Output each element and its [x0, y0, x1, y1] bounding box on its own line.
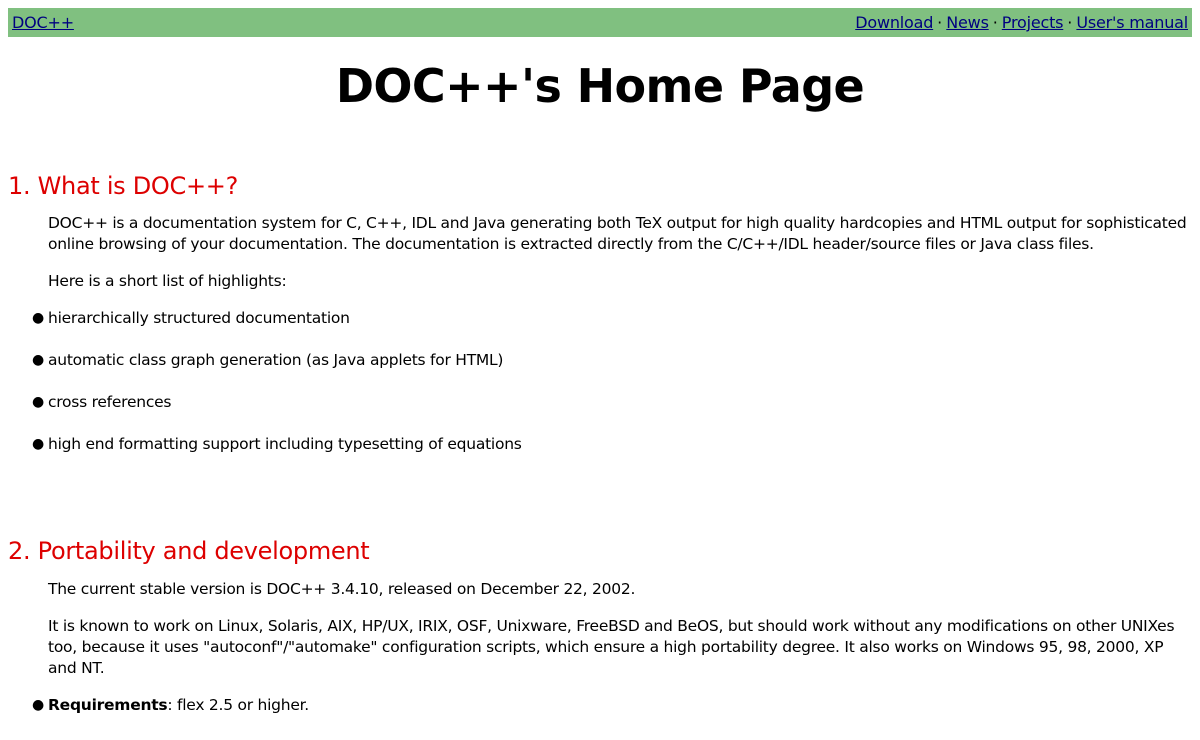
list-item: [8, 308, 1192, 329]
bullet-icon: ●: [32, 697, 44, 713]
bullet-icon: ●: [32, 352, 44, 368]
section-heading-portability: 2. Portability and development: [8, 537, 370, 565]
list-item: [8, 392, 1192, 413]
nav-separator: ·: [1067, 13, 1073, 32]
list-item: [8, 695, 1192, 716]
bullet-icon: ●: [32, 436, 44, 452]
nav-projects-link[interactable]: Projects: [1001, 13, 1064, 32]
highlights-list: [8, 308, 1192, 455]
list-item-text: cross references: [48, 393, 172, 411]
nav-links: [855, 13, 1188, 32]
requirements-label: Requirements: [48, 696, 168, 714]
intro-paragraph: DOC++ is a documentation system for C, C++, IDL and Java generating both TeX output for high quality hardcopies and HTML output for sophisticated online browsing of your documentation. The documentation is extracted directly from the C/C++/IDL header/source files or Java class files.: [48, 214, 1187, 253]
top-navbar: [8, 8, 1192, 37]
section-heading-what-is: 1. What is DOC++?: [8, 172, 239, 200]
list-item: [8, 434, 1192, 455]
list-item-text: hierarchically structured documentation: [48, 309, 350, 327]
page-title: DOC++'s Home Page: [335, 59, 865, 113]
bullet-icon: ●: [32, 394, 44, 410]
nav-separator: ·: [937, 13, 943, 32]
nav-news-link[interactable]: News: [946, 13, 989, 32]
list-item-text: automatic class graph generation (as Java applets for HTML): [48, 351, 504, 369]
requirements-list: [8, 695, 1192, 716]
nav-separator: ·: [992, 13, 998, 32]
requirements-text: : flex 2.5 or higher.: [167, 696, 309, 714]
list-item-text: high end formatting support including typesetting of equations: [48, 435, 522, 453]
list-item: [8, 350, 1192, 371]
nav-manual-link[interactable]: User's manual: [1076, 13, 1188, 32]
bullet-icon: ●: [32, 310, 44, 326]
highlights-intro: Here is a short list of highlights:: [48, 272, 287, 290]
platforms-paragraph: It is known to work on Linux, Solaris, AIX, HP/UX, IRIX, OSF, Unixware, FreeBSD and BeOS, but should work without any modifications on other UNIXes too, because it uses "autoconf"/"automake" configuration scripts, which ensure a high portability degree. It also works on Windows 95, 98, 2000, XP and NT.: [48, 617, 1175, 677]
nav-download-link[interactable]: Download: [855, 13, 934, 32]
nav-home-link[interactable]: DOC++: [12, 13, 74, 32]
version-paragraph: The current stable version is DOC++ 3.4.10, released on December 22, 2002.: [48, 580, 636, 598]
